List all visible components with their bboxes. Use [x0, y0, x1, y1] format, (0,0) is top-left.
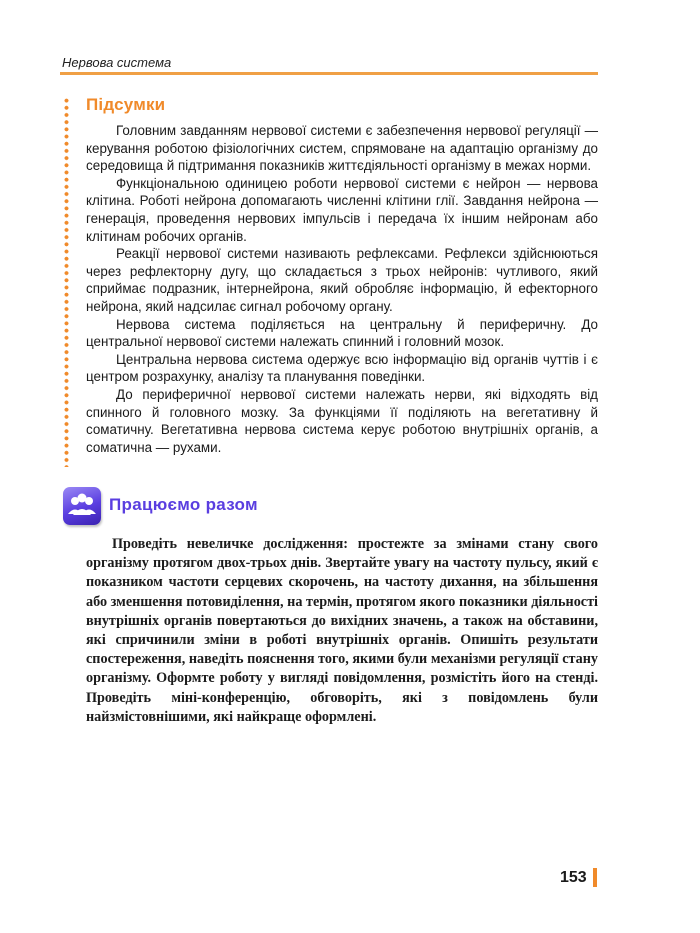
group-work-icon: [63, 487, 101, 525]
summary-paragraph: Реакції нервової системи називають рефлексами. Рефлекси здійснюються через рефлекторну дугу, що складається з трьох нейронів: чутливого, який сприймає подразник, інтернейрона, який обробляє інформацію, й ефекторного нейрона, який надсилає сигнал робочому органу.: [86, 246, 598, 314]
summary-dotted-border: [64, 97, 69, 467]
summary-paragraph: Функціональною одиницею роботи нервової системи є нейрон — нервова клітина. Роботі нейрона допомагають численні клітини глії. Завдання нейрона — генерація, проведення нервових імпульсів і передача їх іншим нейронам або клітинам робочих органів.: [86, 175, 598, 244]
header-divider: [60, 72, 598, 75]
summary-paragraph: Головним завданням нервової системи є забезпечення нервової регуляції — керування роботою фізіологічних систем, спрямоване на адаптацію організму до середовища й підтримання показників життєдіяльності організму в межах норми.: [86, 123, 598, 174]
summary-paragraph: Нервова система поділяється на центральну й периферичну. До центральної нервової системи належать спинний і головний мозок.: [86, 316, 598, 350]
summary-section: [86, 122, 598, 456]
summary-paragraph: Центральна нервова система одержує всю інформацію від органів чуттів і є центром розрахунку, аналізу та планування поведінки.: [86, 351, 598, 385]
running-header: Нервова система: [62, 55, 172, 70]
page-number-marker: [593, 868, 597, 887]
page-number: 153: [560, 869, 587, 886]
work-together-heading: Працюємо разом: [109, 495, 258, 514]
work-together-paragraph: Проведіть невеличке дослідження: простежте за змінами стану свого організму протягом двох-трьох днів. Звертайте увагу на частоту пульсу, який є показником частоти серцевих скорочень, на частоту дихання, на збільшення або зменшення потовиділення, на термін, протягом якого показники діяльності внутрішніх органів повертаються до вихідних значень, а також на обставини, які спричинили зміни в роботі внутрішніх органів. Опишіть результати спостереження, наведіть пояснення того, якими були механізми регуляції стану організму. Оформте роботу у вигляді повідомлення, розмістіть його на стенді. Проведіть міні-конференцію, обговоріть, які з повідомлень були найзмістовнішими, які найкраще оформлені.: [86, 536, 598, 725]
work-together-task: [86, 535, 598, 727]
summary-paragraph: До периферичної нервової системи належать нерви, які відходять від спинного й головного мозку. За функціями її поділяють на вегетативну й соматичну. Вегетативна нервова система керує роботою внутрішніх органів, а соматична — рухами.: [86, 386, 598, 455]
summary-heading: Підсумки: [86, 95, 166, 114]
